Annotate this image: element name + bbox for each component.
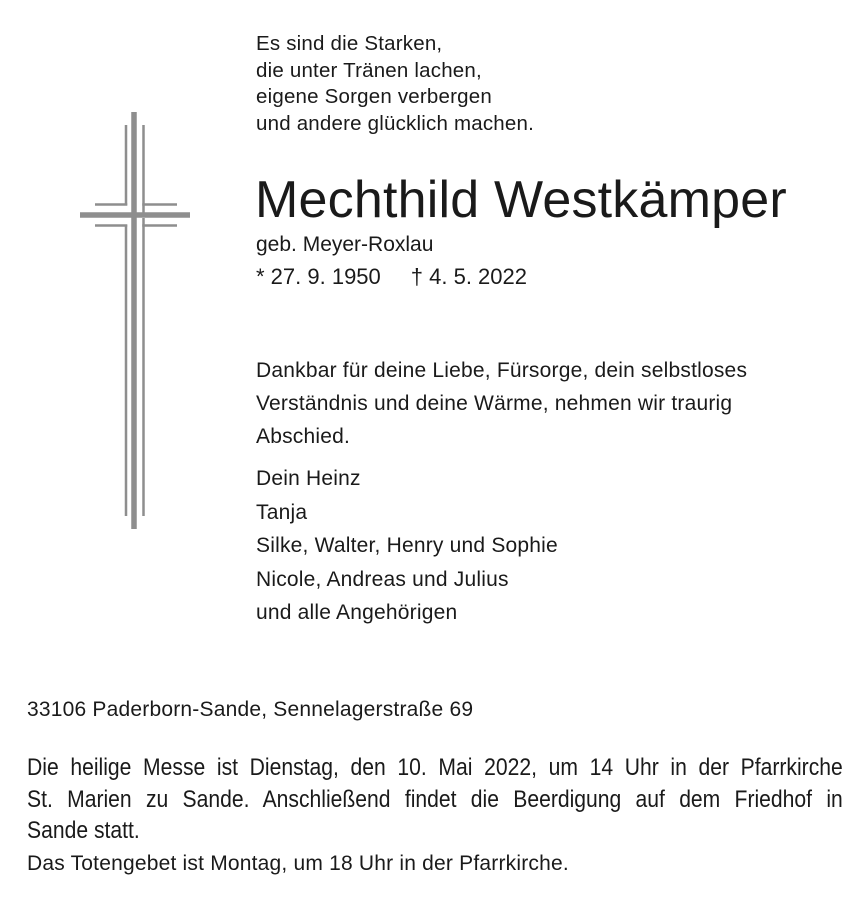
mourner-line: Silke, Walter, Henry und Sophie (256, 534, 558, 557)
deceased-name: Mechthild Westkämper (255, 171, 787, 229)
mourner-line: und alle Angehörigen (256, 601, 458, 624)
mourner-line: Dein Heinz (256, 467, 361, 490)
verse-line: und andere glücklich machen. (256, 111, 534, 135)
funeral-notice (27, 752, 843, 847)
mourners-list (256, 462, 558, 630)
funeral-notice-line: St. Marien zu Sande. Anschließend findet die Beerdigung auf dem Friedhof in (27, 785, 843, 813)
memorial-cross-icon (78, 108, 194, 536)
mourner-line: Nicole, Andreas und Julius (256, 567, 509, 591)
tribute-line: Verständnis und deine Wärme, nehmen wir traurig (256, 392, 733, 415)
death-date: † 4. 5. 2022 (410, 264, 527, 289)
verse-line: die unter Tränen lachen, (256, 58, 482, 82)
tribute-line: Abschied. (256, 425, 351, 448)
life-dates (256, 263, 527, 291)
verse-line: eigene Sorgen verbergen (256, 85, 492, 108)
funeral-notice-line: Die heilige Messe ist Dienstag, den 10. Mai 2022, um 14 Uhr in der Pfarrkirche (27, 754, 843, 781)
funeral-notice-line: Sande statt. (27, 817, 140, 844)
tribute-text (256, 354, 747, 453)
verse-line: Es sind die Starken, (256, 32, 443, 55)
memorial-verse (256, 31, 534, 137)
mourner-line: Tanja (256, 500, 308, 524)
maiden-name: geb. Meyer-Roxlau (256, 233, 434, 256)
home-address: 33106 Paderborn-Sande, Sennelagerstraße 69 (27, 698, 474, 721)
birth-date: * 27. 9. 1950 (256, 264, 381, 289)
tribute-line: Dankbar für deine Liebe, Fürsorge, dein selbstloses (256, 359, 748, 382)
prayer-notice: Das Totengebet ist Montag, um 18 Uhr in der Pfarrkirche. (27, 852, 569, 875)
